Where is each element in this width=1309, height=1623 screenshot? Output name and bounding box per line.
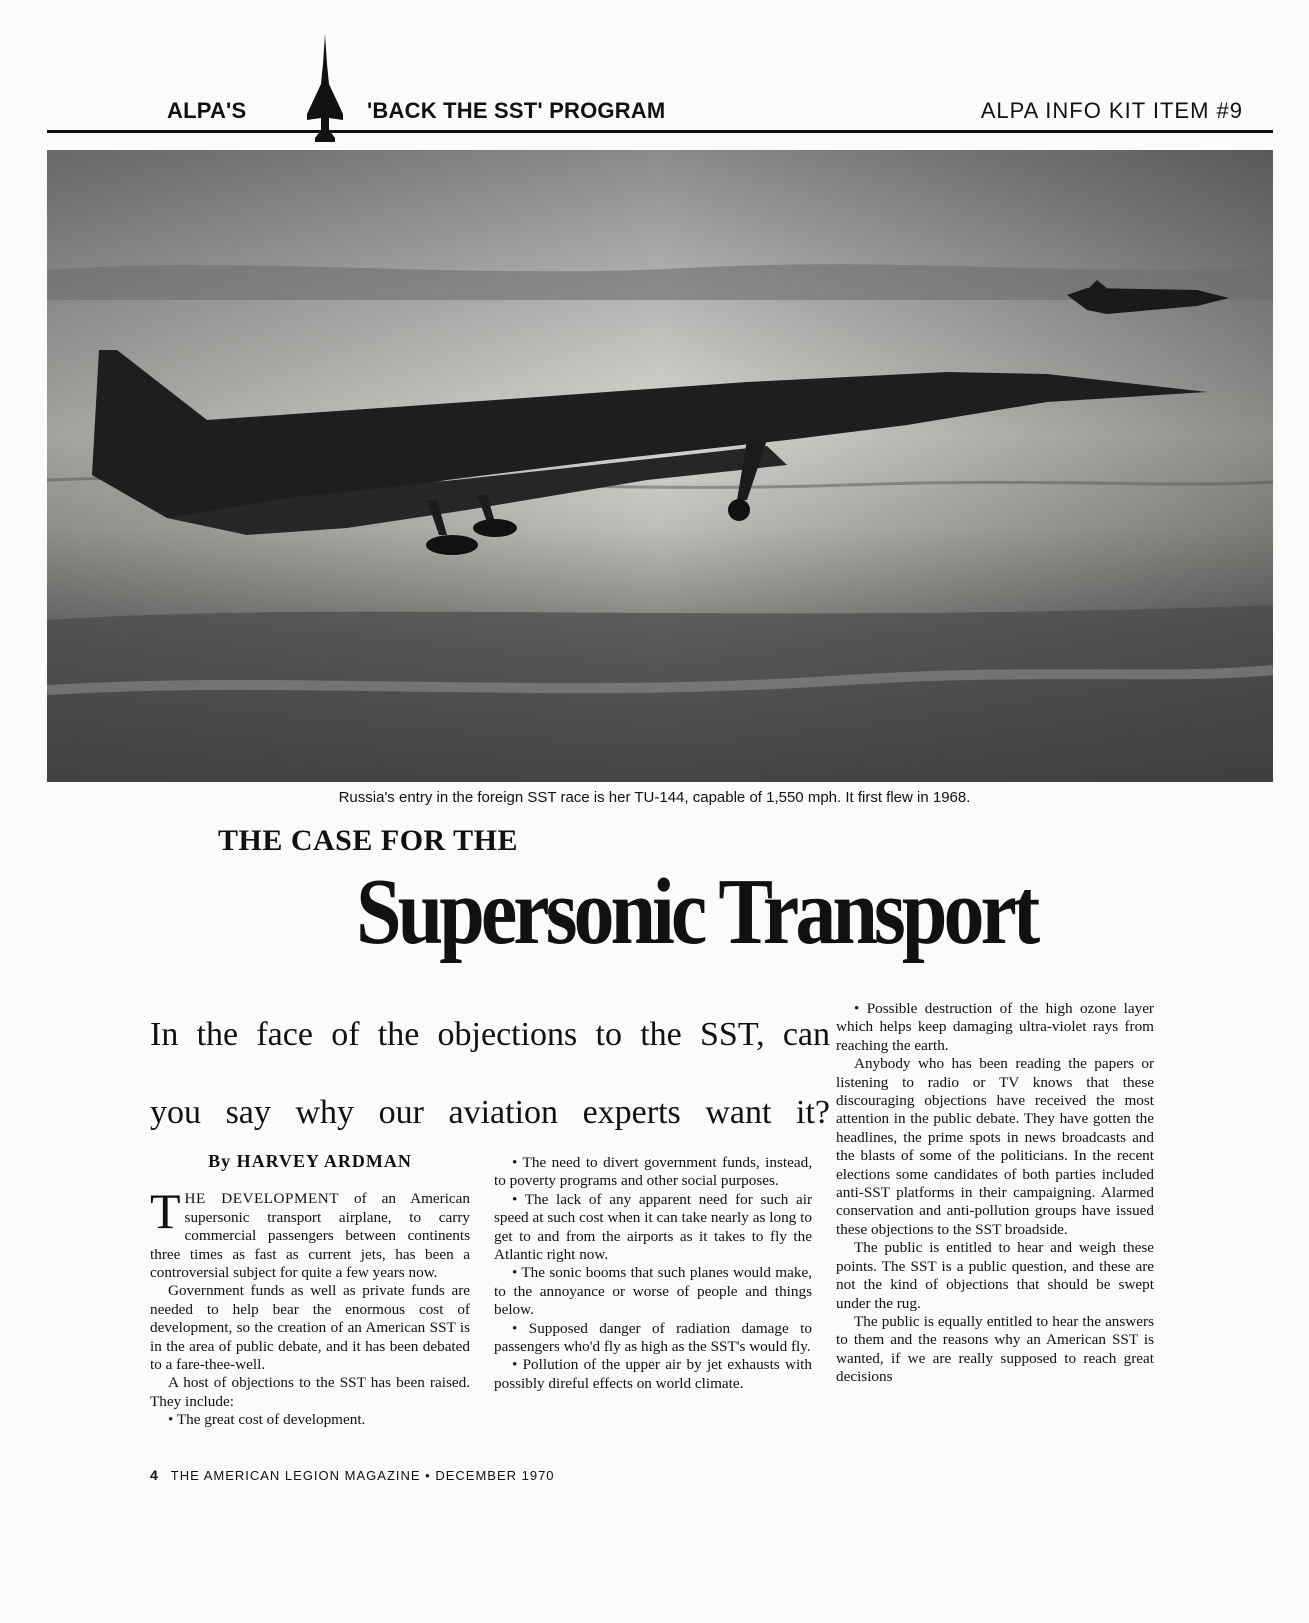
- page-header: [47, 92, 1273, 136]
- bullet-7: • Possible destruction of the high ozone layer which helps keep damaging ultra-violet rays from reaching the earth.: [836, 1000, 1154, 1054]
- article-column-2: [494, 1154, 812, 1393]
- article-deck: [150, 996, 830, 1152]
- header-back-the-sst: 'BACK THE SST' PROGRAM: [367, 98, 666, 123]
- paragraph-1: [150, 1183, 470, 1282]
- bullet-3: • The lack of any apparent need for such air speed at such cost when it can take nearly as long to get to and from the airports as it takes to fly the Atlantic right now.: [494, 1190, 812, 1264]
- article-column-3: [836, 1000, 1154, 1387]
- paragraph-5: The public is entitled to hear and weigh these points. The SST is a public question, and these are not the kind of objections that should be swept under the rug.: [836, 1239, 1154, 1312]
- bullet-5: • Supposed danger of radiation damage to passengers who'd fly as high as the SST's would fly.: [494, 1319, 812, 1356]
- photo-caption: Russia's entry in the foreign SST race is her TU-144, capable of 1,550 mph. It first flew in 1968.: [338, 789, 971, 806]
- paragraph-3: A host of objections to the SST has been raised. They include:: [150, 1374, 470, 1410]
- page-title: Supersonic Transport: [356, 859, 1037, 964]
- article-column-1: [150, 1152, 470, 1430]
- header-alpas: ALPA'S: [167, 98, 247, 123]
- bullet-2: • The need to divert government funds, instead, to poverty programs and other social purposes.: [494, 1154, 812, 1190]
- paragraph-6: The public is equally entitled to hear the answers to them and the reasons why an American SST is wanted, if we are really supposed to reach great decisions: [836, 1312, 1154, 1386]
- bullet-1: • The great cost of development.: [168, 1411, 366, 1429]
- footer-magazine: THE AMERICAN LEGION MAGAZINE • DECEMBER 1970: [170, 1468, 555, 1483]
- header-rule: [47, 130, 1273, 133]
- page-footer: [150, 1467, 555, 1483]
- deck-line-2: you say why our aviation experts want it?: [150, 1094, 830, 1131]
- paragraph-4: Anybody who has been reading the papers or listening to radio or TV knows that these discouraging objections have received the most attention in the public debate. They have gotten the headlines, the prime spots in news broadcasts and the blasts of some of the politicians. In the recent elections some candidates of both parties included anti-SST platforms in their campaigning. Alarmed conservation and anti-pollution groups have issued these objections to the SST broadside.: [836, 1055, 1154, 1238]
- paragraph-1-text: of an American supersonic transport airplane, to carry commercial passengers between continents three times as fast as current jets, has been a controversial subject for quite a few years now.: [150, 1190, 470, 1282]
- header-kit-item: ALPA INFO KIT ITEM #9: [980, 98, 1243, 123]
- tu144-photo: [47, 150, 1273, 782]
- drop-cap: T: [150, 1183, 181, 1240]
- bullet-6: • Pollution of the upper air by jet exhausts with possibly direful effects on world climate.: [494, 1356, 812, 1392]
- page-number: 4: [150, 1467, 159, 1483]
- bullet-4: • The sonic booms that such planes would make, to the annoyance or worse of people and things below.: [494, 1264, 812, 1319]
- paragraph-2: Government funds as well as private funds are needed to help bear the enormous cost of development, so the creation of an American SST is in the area of public debate, and it has been debated to a fare-thee-well.: [150, 1282, 470, 1374]
- title-kicker: THE CASE FOR THE: [218, 824, 519, 857]
- byline: By HARVEY ARDMAN: [208, 1151, 412, 1171]
- lead-in: HE DEVELOPMENT: [184, 1190, 339, 1208]
- deck-line-1: In the face of the objections to the SST, can: [150, 1016, 830, 1053]
